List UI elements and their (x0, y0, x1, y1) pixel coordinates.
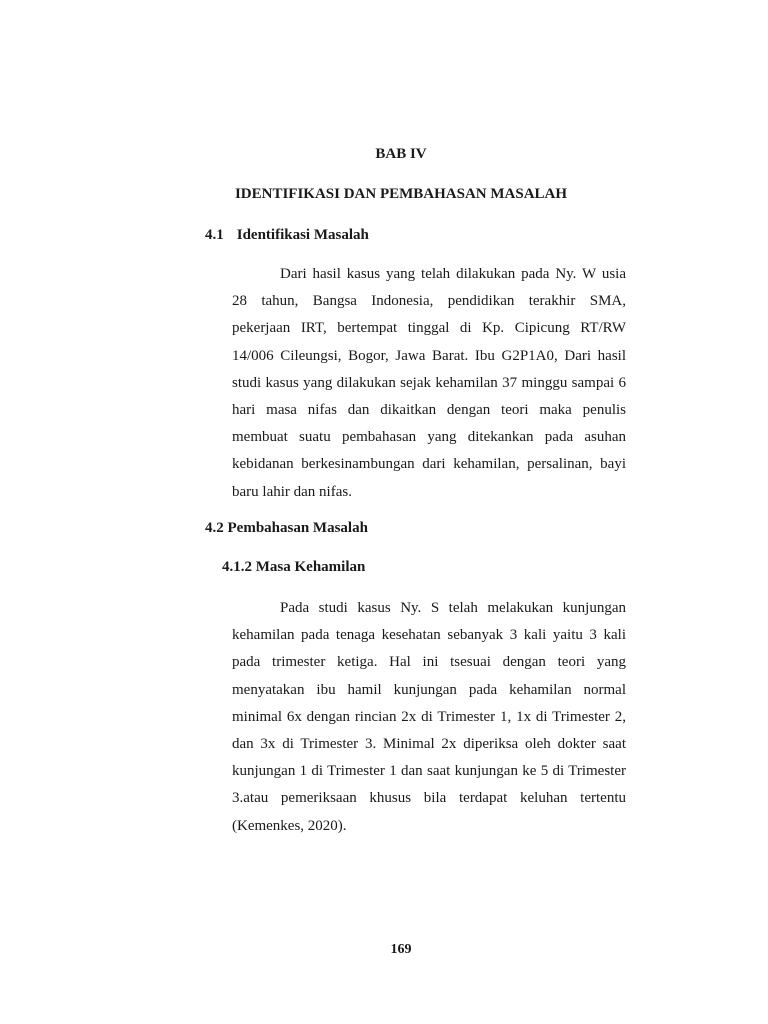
page-number: 169 (390, 942, 412, 957)
paragraph-line: baru lahir dan nifas. (232, 483, 352, 500)
paragraph-line: pekerjaan IRT, bertempat tinggal di Kp. Cipicung RT/RW (232, 320, 626, 337)
paragraph-line: (Kemenkes, 2020). (232, 817, 347, 834)
paragraph-line: kebidanan berkesinambungan dari kehamilan, persalinan, bayi (232, 456, 626, 473)
paragraph-line: kunjungan 1 di Trimester 1 dan saat kunjungan ke 5 di Trimester (232, 763, 626, 780)
paragraph-line: Pada studi kasus Ny. S telah melakukan kunjungan (280, 600, 626, 616)
paragraph-kehamilan (232, 595, 626, 840)
paragraph-line: 3.atau pemeriksaan khusus bila terdapat keluhan tertentu (232, 790, 626, 807)
paragraph-line: pada trimester ketiga. Hal ini tsesuai dengan teori yang (232, 654, 626, 671)
chapter-subtitle: IDENTIFIKASI DAN PEMBAHASAN MASALAH (234, 186, 568, 202)
subsection-heading-kehamilan: 4.1.2 Masa Kehamilan (222, 559, 366, 575)
section-number: 4.1 (205, 227, 224, 243)
paragraph-line: 14/006 Cileungsi, Bogor, Jawa Barat. Ibu G2P1A0, Dari hasil (232, 347, 626, 364)
section-heading-pembahasan: 4.2 Pembahasan Masalah (205, 520, 368, 536)
paragraph-line: studi kasus yang dilakukan sejak kehamilan 37 minggu sampai 6 (232, 374, 626, 391)
paragraph-line: minimal 6x dengan rincian 2x di Trimester 1, 1x di Trimester 2, (232, 708, 626, 725)
paragraph-line: kehamilan pada tenaga kesehatan sebanyak 3 kali yaitu 3 kali (232, 627, 626, 644)
paragraph-line: menyatakan ibu hamil kunjungan pada kehamilan normal (232, 681, 626, 698)
paragraph-line: 28 tahun, Bangsa Indonesia, pendidikan terakhir SMA, (232, 293, 626, 310)
paragraph-line: membuat suatu pembahasan yang ditekankan pada asuhan (232, 429, 626, 446)
chapter-title: BAB IV (375, 146, 427, 162)
paragraph-line: Dari hasil kasus yang telah dilakukan pada Ny. W usia (280, 266, 626, 282)
paragraph-line: dan 3x di Trimester 3. Minimal 2x diperiksa oleh dokter saat (232, 735, 626, 752)
section-title: Identifikasi Masalah (236, 227, 369, 243)
section-heading-identifikasi (205, 227, 369, 244)
paragraph-line: hari masa nifas dan dikaitkan dengan teori maka penulis (232, 401, 626, 418)
paragraph-identifikasi (232, 261, 626, 506)
